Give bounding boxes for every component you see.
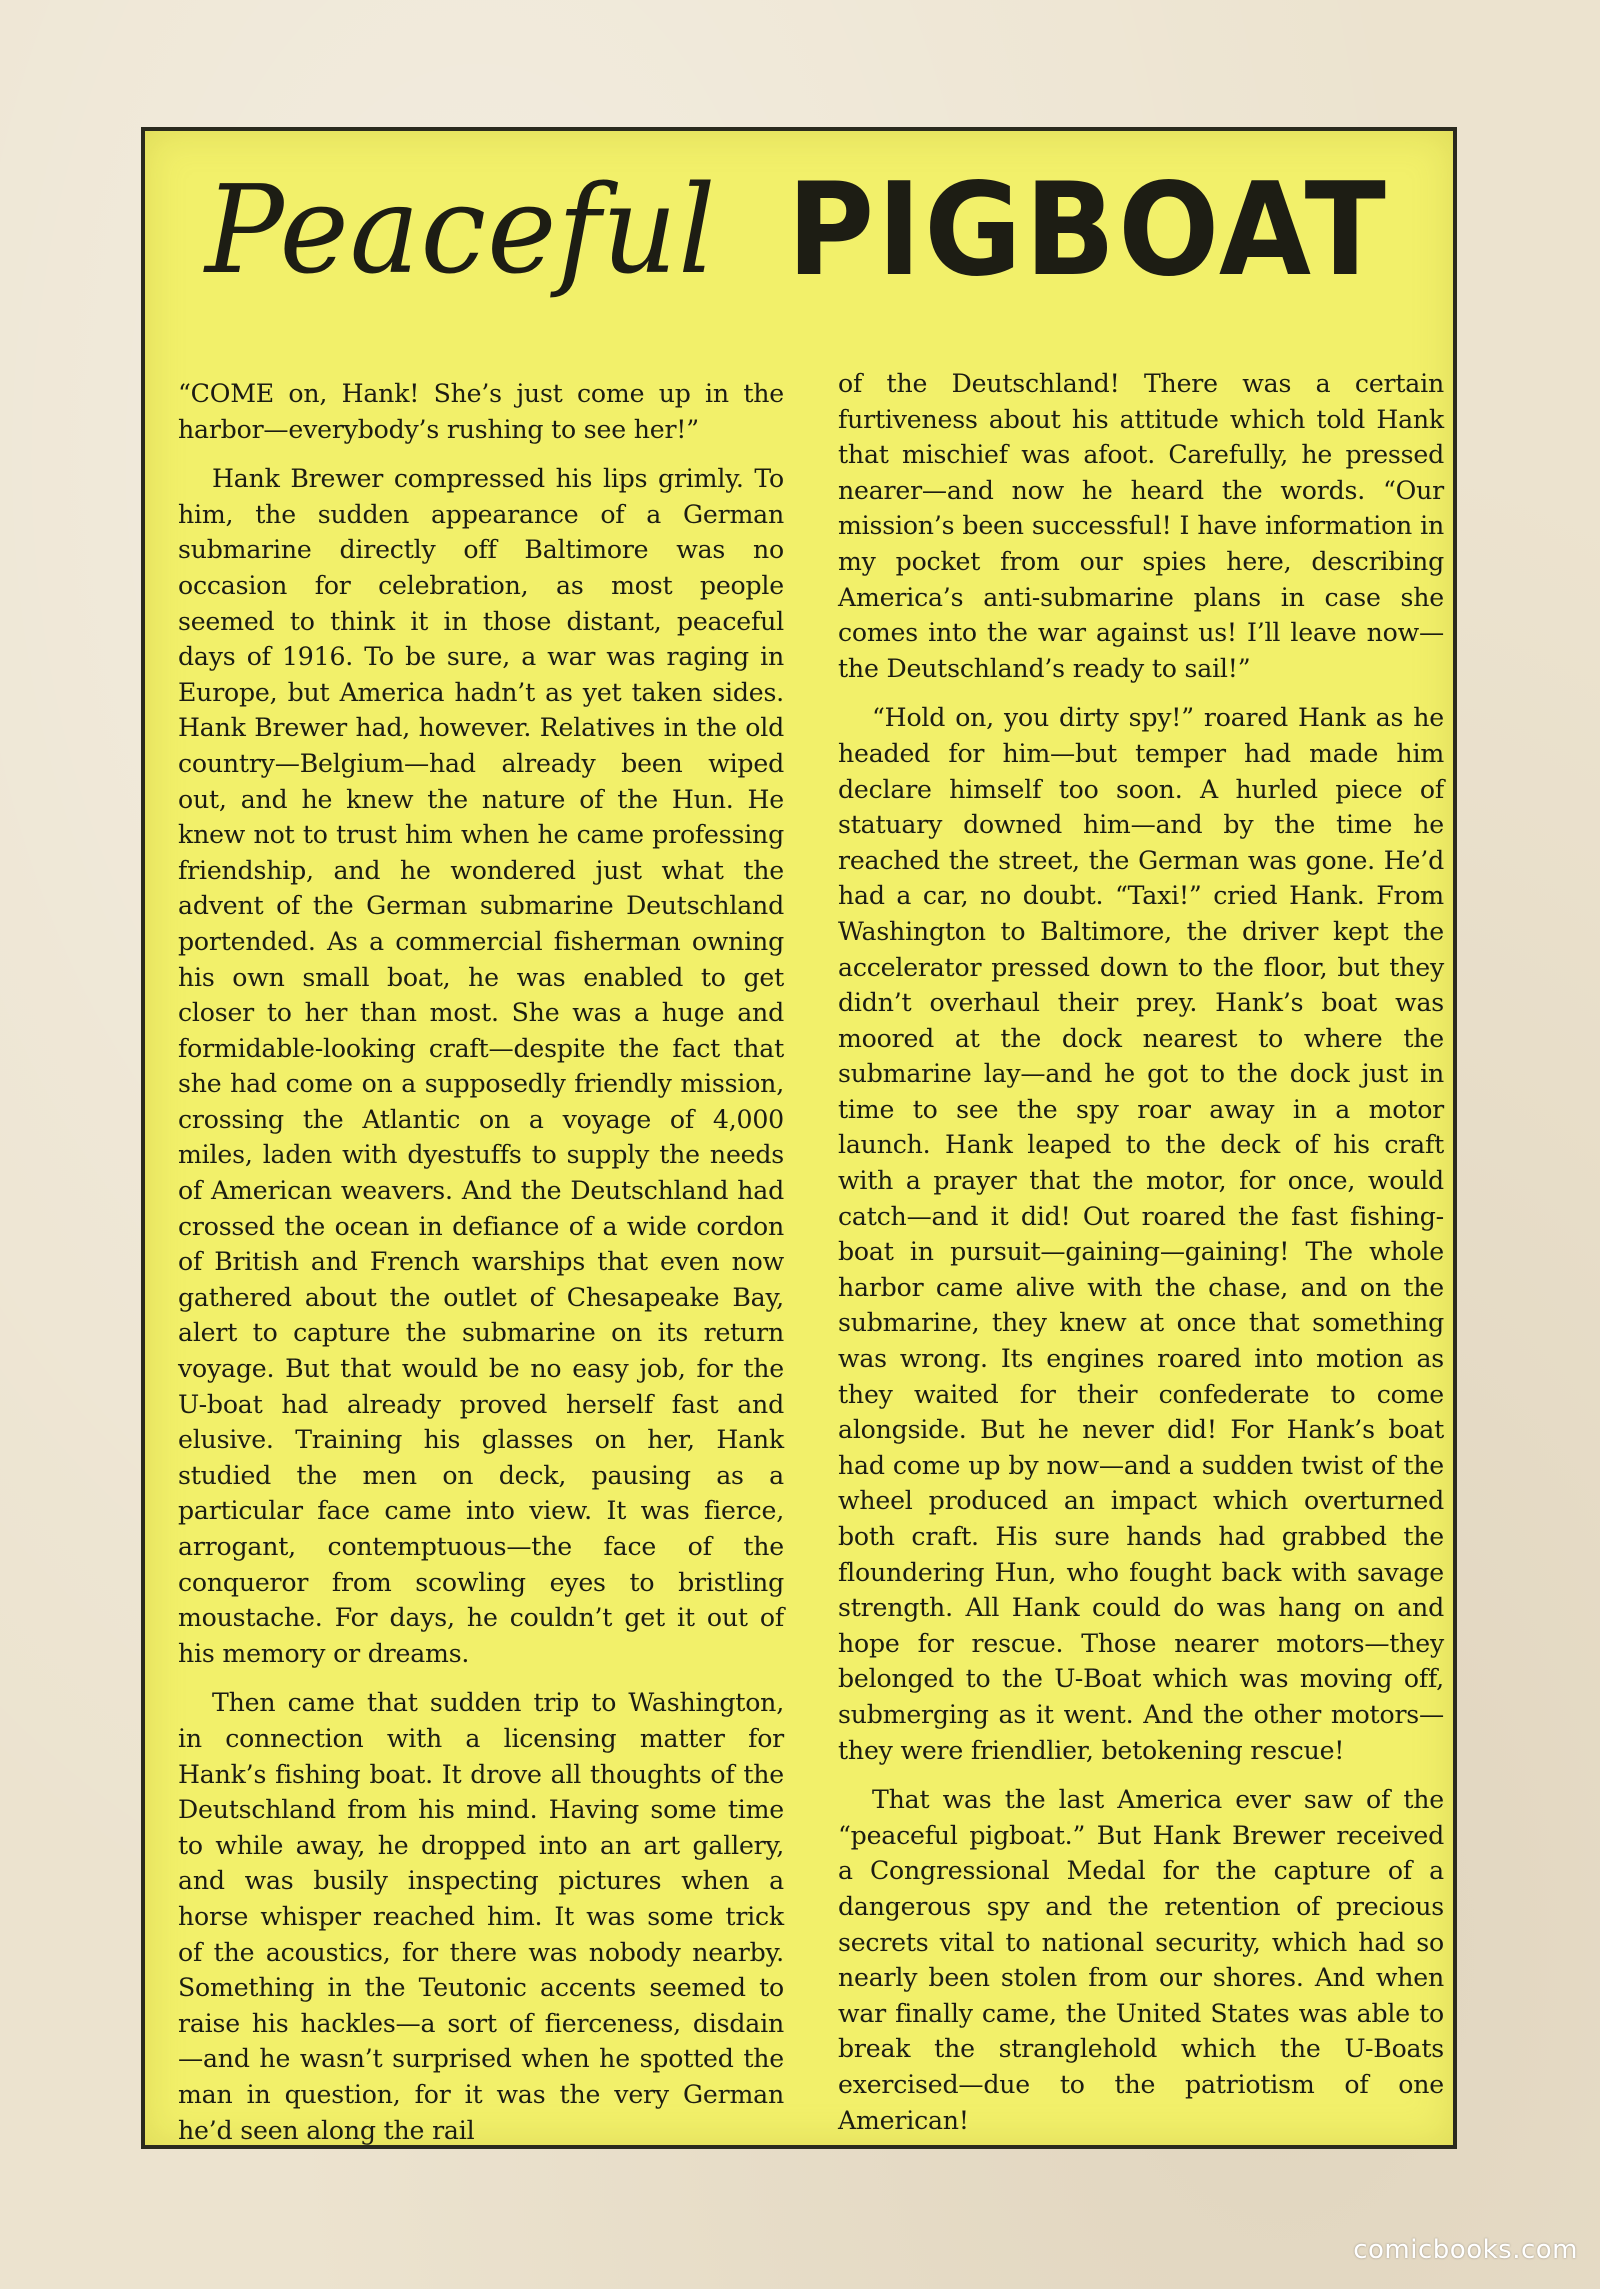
story-paragraph: “Hold on, you dirty spy!” roared Hank as he headed for him—but temper had made him declare himself too soon. A hurled piece of statuary downed him—and by the time he reached the street, the German was gone. He’d had a car, no doubt. “Taxi!” cried Hank. From Washington to Baltimore, the driver kept the accelerator pressed down to the floor, but they didn’t overhaul their prey. Hank’s boat was moored at the dock nearest to where the submarine lay—and he got to the dock just in time to see the spy roar away in a motor launch. Hank leaped to the deck of his craft with a prayer that the motor, for once, would catch—and it did! Out roared the fast fishing-boat in pursuit—gaining—gaining! The whole harbor came alive with the chase, and on the submarine, they knew at once that something was wrong. Its engines roared into motion as they waited for their confederate to come alongside. But he never did! For Hank’s boat had come up by now—and a sudden twist of the wheel produced an impact which overturned both craft. His sure hands had grabbed the floundering Hun, who fought back with savage strength. All Hank could do was hang on and hope for rescue. Those nearer motors—they belonged to the U-Boat which was moving off, submerging as it went. And the other motors—they were friendlier, betokening rescue!	[838, 703, 1444, 1765]
title-block-word: PIGBOAT	[787, 156, 1389, 305]
right-column	[838, 366, 1444, 2152]
title-script-word: Peaceful	[205, 159, 717, 301]
story-paragraph: “COME on, Hank! She’s just come up in the harbor—everybody’s rushing to see her!”	[178, 379, 784, 444]
watermark: comicbooks.com	[1353, 2235, 1578, 2265]
left-column	[178, 376, 784, 2162]
story-paragraph: Then came that sudden trip to Washington, in connection with a licensing matter for Hank’s fishing boat. It drove all thoughts of the Deutschland from his mind. Having some time to while away, he dropped into an art gallery, and was busily inspecting pictures when a horse whisper reached him. It was some trick of the acoustics, for there was nobody nearby. Something in the Teutonic accents seemed to raise his hackles—a sort of fierceness, disdain—and he wasn’t surprised when he spotted the man in question, for it was the very German he’d seen along the rail	[178, 1688, 784, 2145]
story-title	[145, 131, 1453, 366]
story-paragraph: of the Deutschland! There was a certain furtiveness about his attitude which told Hank that mischief was afoot. Carefully, he pressed nearer—and now he heard the words. “Our mission’s been successful! I have information in my pocket from our spies here, describing America’s anti-submarine plans in case she comes into the war against us! I’ll leave now—the Deutschland’s ready to sail!”	[838, 369, 1444, 683]
story-paragraph: That was the last America ever saw of the “peaceful pigboat.” But Hank Brewer received a Congressional Medal for the capture of a dangerous spy and the retention of precious secrets vital to national security, which had so nearly been stolen from our shores. And when war finally came, the United States was able to break the stranglehold which the U-Boats exercised—due to the patriotism of one American!	[838, 1785, 1444, 2135]
story-paragraph: Hank Brewer compressed his lips grimly. To him, the sudden appearance of a German submarine directly off Baltimore was no occasion for celebration, as most people seemed to think it in those distant, peaceful days of 1916. To be sure, a war was raging in Europe, but America hadn’t as yet taken sides. Hank Brewer had, however. Relatives in the old country—Belgium—had already been wiped out, and he knew the nature of the Hun. He knew not to trust him when he came professing friendship, and he wondered just what the advent of the German submarine Deutschland portended. As a commercial fisherman owning his own small boat, he was enabled to get closer to her than most. She was a huge and formidable-looking craft—despite the fact that she had come on a supposedly friendly mission, crossing the Atlantic on a voyage of 4,000 miles, laden with dyestuffs to supply the needs of American weavers. And the Deutschland had crossed the ocean in defiance of a wide cordon of British and French warships that even now gathered about the outlet of Chesapeake Bay, alert to capture the submarine on its return voyage. But that would be no easy job, for the U-boat had already proved herself fast and elusive. Training his glasses on her, Hank studied the men on deck, pausing as a particular face came into view. It was fierce, arrogant, contemptuous—the face of the conqueror from scowling eyes to bristling moustache. For days, he couldn’t get it out of his memory or dreams.	[178, 464, 784, 1668]
text-story-panel	[141, 127, 1457, 2149]
